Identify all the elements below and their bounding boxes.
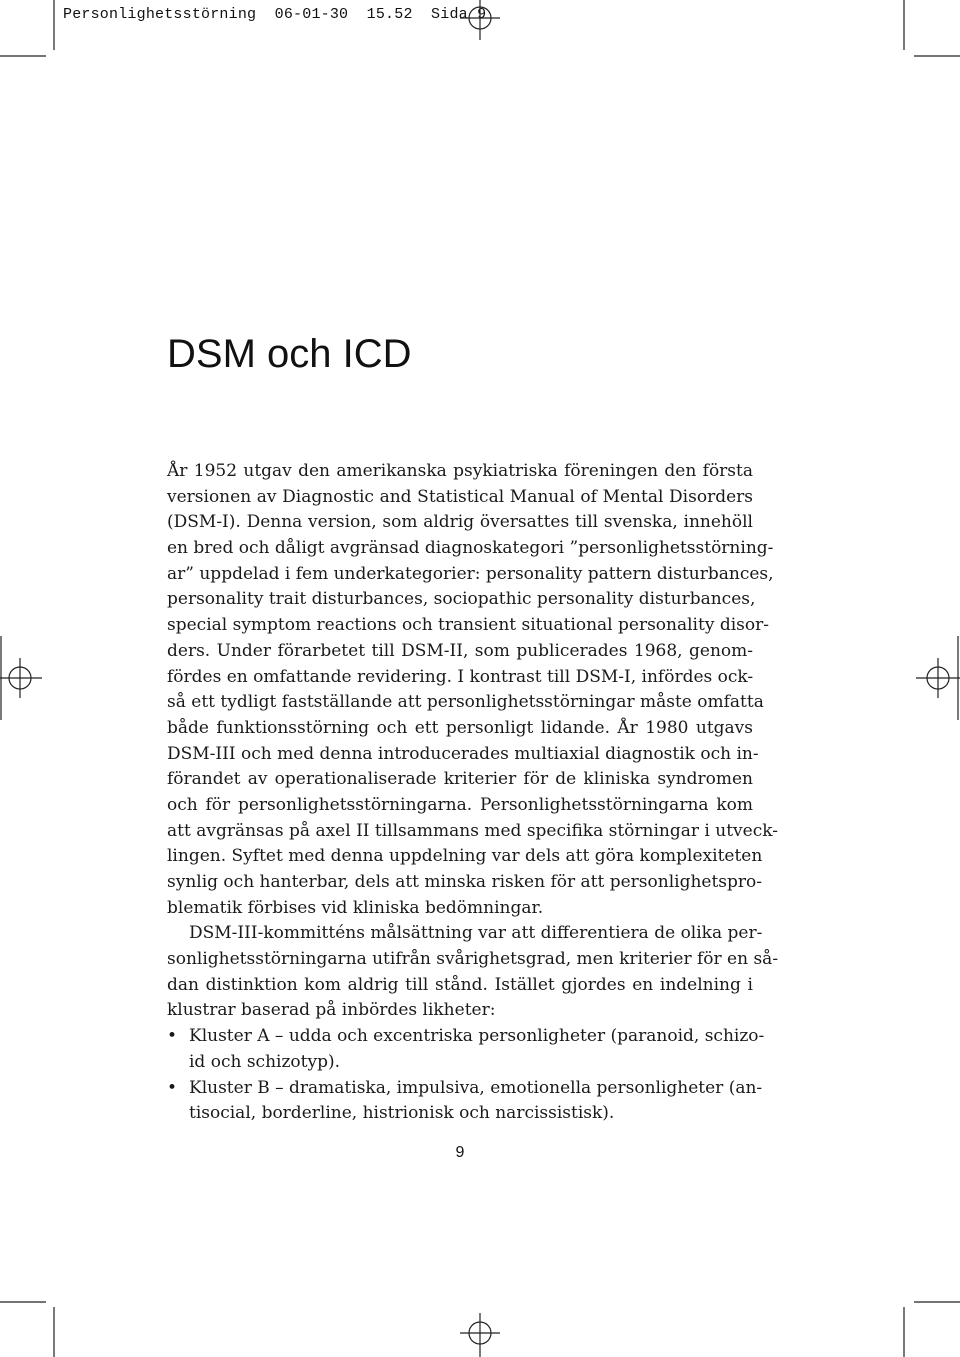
body-text xyxy=(167,459,779,1127)
text-line: både funktionsstörning och ett personligt lidande. År 1980 utgavs xyxy=(167,717,753,738)
paragraph-2 xyxy=(167,921,779,1024)
bullet-icon: • xyxy=(167,1026,178,1047)
registration-mark-top xyxy=(460,0,500,40)
text-line: DSM-III-kommitténs målsättning var att differentiera de olika per- xyxy=(189,923,763,944)
registration-mark-right xyxy=(916,636,960,720)
text-line: förandet av operationaliserade kriterier för de kliniska syndromen xyxy=(167,769,753,790)
bullet-line xyxy=(167,1024,765,1050)
text-line: fördes en omfattande revidering. I kontrast till DSM-I, infördes ock- xyxy=(167,666,754,687)
text-line: blematik förbises vid kliniska bedömningar. xyxy=(167,897,544,918)
bullet-icon: • xyxy=(167,1077,178,1098)
bullet-text: Kluster B – dramatiska, impulsiva, emotionella personligheter (an- xyxy=(189,1077,763,1098)
text-line: synlig och hanterbar, dels att minska risken för att personlighetspro- xyxy=(167,872,763,892)
slug-line: Personlighetsstörning 06-01-30 15.52 Sida 9 xyxy=(63,6,487,23)
text-line: År 1952 utgav den amerikanska psykiatriska föreningen den första xyxy=(167,461,753,481)
text-line: versionen av Diagnostic and Statistical Manual of Mental Disorders xyxy=(167,486,753,507)
bullet-line xyxy=(167,1076,763,1102)
bullet-line: tisocial, borderline, histrionisk och narcissistisk). xyxy=(189,1103,615,1124)
text-line: ders. Under förarbetet till DSM-II, som publicerades 1968, genom- xyxy=(167,640,753,661)
bullet-item-kluster-b xyxy=(167,1076,763,1127)
text-line: personality trait disturbances, sociopathic personality disturbances, xyxy=(167,589,756,610)
text-line: och för personlighetsstörningarna. Personlighetsstörningarna kom xyxy=(167,794,753,815)
bullet-list xyxy=(167,1024,765,1127)
text-line: klustrar baserad på inbördes likheter: xyxy=(167,1000,496,1021)
text-line: ar” uppdelad i fem underkategorier: personality pattern disturbances, xyxy=(167,563,774,584)
chapter-title: DSM och ICD xyxy=(167,332,412,376)
bullet-item-kluster-a xyxy=(167,1024,765,1075)
text-line: sonlighetsstörningarna utifrån svårighetsgrad, men kriterier för en så- xyxy=(167,949,779,970)
bullet-line: id och schizotyp). xyxy=(189,1051,341,1072)
text-line: så ett tydligt fastställande att personlighetsstörningar måste omfatta xyxy=(167,692,764,713)
paragraph-1 xyxy=(167,459,778,921)
bullet-text: Kluster A – udda och excentriska personligheter (paranoid, schizo- xyxy=(189,1026,765,1047)
page-number: 9 xyxy=(455,1144,465,1161)
text-line: special symptom reactions och transient situational personality disor- xyxy=(167,615,769,636)
text-line: DSM-III och med denna introducerades multiaxial diagnostik och in- xyxy=(167,743,759,764)
registration-mark-bottom xyxy=(460,1313,500,1357)
registration-mark-left xyxy=(0,636,42,720)
text-line: att avgränsas på axel II tillsammans med specifika störningar i utveck- xyxy=(167,820,778,841)
text-line: dan distinktion kom aldrig till stånd. Istället gjordes en indelning i xyxy=(167,974,753,995)
text-line: en bred och dåligt avgränsad diagnoskategori ”personlighetsstörning- xyxy=(167,538,774,559)
text-line: lingen. Syftet med denna uppdelning var dels att göra komplexiteten xyxy=(167,846,763,867)
text-line: (DSM-I). Denna version, som aldrig översattes till svenska, innehöll xyxy=(167,512,753,533)
